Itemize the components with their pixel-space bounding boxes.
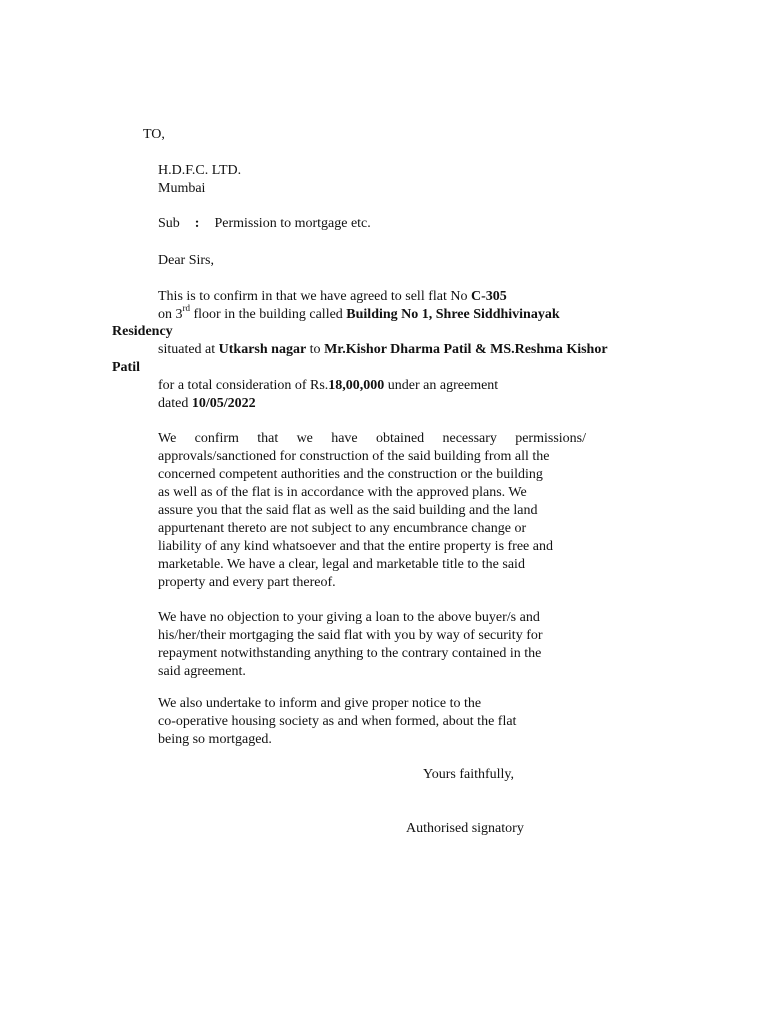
p1-text-1: This is to confirm in that we have agreed to sell flat No (158, 289, 468, 304)
p4-line: co-operative housing society as and when formed, about the flat (158, 714, 517, 729)
p2-line: property and every part thereof. (158, 575, 336, 590)
flat-number: C-305 (470, 289, 507, 304)
addressee-name: H.D.F.C. LTD. (158, 163, 242, 178)
building-name: Building No 1, Shree Siddhivinayak (346, 307, 560, 322)
p4-line: We also undertake to inform and give proper notice to the (158, 696, 482, 711)
p1-text-2: floor in the building called (190, 307, 343, 322)
building-name-cont (112, 323, 173, 341)
p1-text-5: dated (158, 396, 192, 411)
buyer-names-continued: Patil (112, 360, 140, 375)
closing: Yours faithfully, (423, 767, 515, 782)
subject-text: Permission to mortgage etc. (214, 216, 371, 231)
p1-line-1 (158, 288, 507, 306)
p1-floor-on: on 3 (158, 307, 183, 322)
p2-line: We confirm that we have obtained necessary permissions/ (158, 431, 586, 446)
p2-line: assure you that the said flat as well as the said building and the land (158, 503, 538, 518)
p1-to: to (306, 342, 325, 357)
p1-line-2 (158, 303, 560, 324)
p3-line: said agreement. (158, 664, 246, 679)
p4-line: being so mortgaged. (158, 732, 272, 747)
p3-line: We have no objection to your giving a loan to the above buyer/s and (158, 610, 540, 625)
buyer-names: Mr.Kishor Dharma Patil & MS.Reshma Kishor (324, 342, 608, 357)
p1-text-4-tail: under an agreement (384, 378, 499, 393)
agreement-date: 10/05/2022 (191, 396, 256, 411)
floor-suffix: rd (182, 303, 190, 314)
subject-label: Sub (158, 216, 180, 231)
consideration-amount: 18,00,000 (328, 378, 385, 393)
p2-line: liability of any kind whatsoever and that the entire property is free and (158, 539, 553, 554)
p1-line-5 (158, 395, 256, 413)
signatory: Authorised signatory (406, 821, 524, 836)
p1-text-4: for a total consideration of Rs. (158, 378, 329, 393)
building-name-continued: Residency (112, 324, 173, 339)
p2-line: concerned competent authorities and the construction or the building (158, 467, 543, 482)
p2-line: appurtenant thereto are not subject to any encumbrance change or (158, 521, 527, 536)
p1-line-4 (158, 377, 498, 395)
subject-line (158, 215, 371, 233)
p3-line: repayment notwithstanding anything to the contrary contained in the (158, 646, 542, 661)
salutation: Dear Sirs, (158, 253, 214, 268)
p2-line: as well as of the flat is in accordance with the approved plans. We (158, 485, 527, 500)
p1-text-3: situated at (158, 342, 216, 357)
subject-colon: : (194, 216, 200, 231)
paragraph-confirmation (158, 430, 586, 592)
paragraph-undertaking (158, 695, 586, 749)
location-name: Utkarsh nagar (218, 342, 307, 357)
paragraph-no-objection (158, 609, 586, 681)
p3-line: his/her/their mortgaging the said flat with you by way of security for (158, 628, 543, 643)
buyer-names-cont (112, 359, 140, 377)
to-line: TO, (143, 127, 165, 142)
p2-line: approvals/sanctioned for construction of the said building from all the (158, 449, 550, 464)
p1-line-3 (158, 341, 608, 359)
addressee-city: Mumbai (158, 181, 206, 196)
p2-line: marketable. We have a clear, legal and marketable title to the said (158, 557, 525, 572)
